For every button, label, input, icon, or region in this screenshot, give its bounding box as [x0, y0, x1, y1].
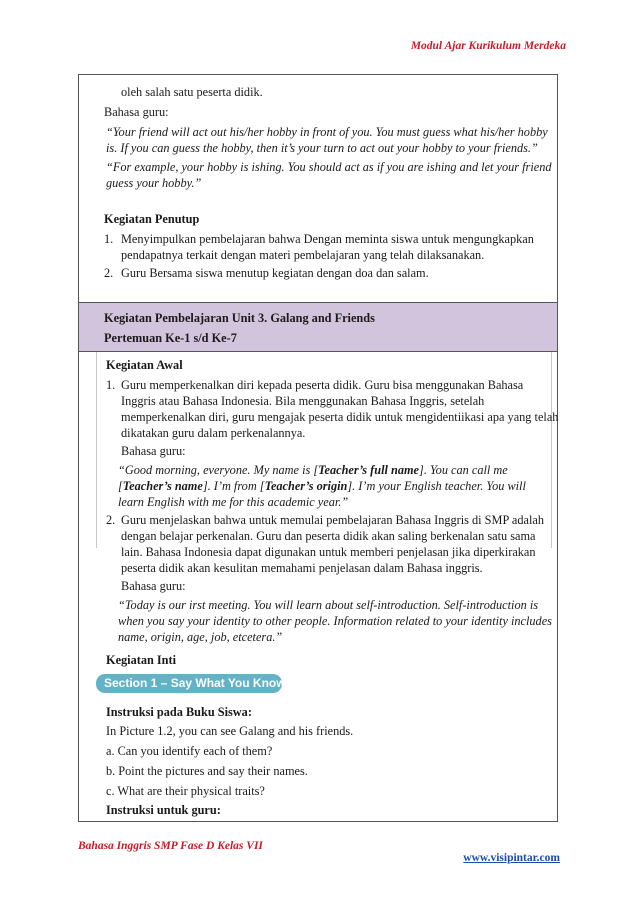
- bahasa-guru-label: Bahasa guru:: [104, 105, 169, 119]
- placeholder-full-name: Teacher’s full name: [318, 463, 420, 477]
- list-item-text: lain. Bahasa Indonesia dapat digunakan untuk memberi penjelasan jika diperkirakan: [121, 545, 536, 559]
- list-item-text: pendapatnya terkait dengan materi pembelajaran yang telah dilaksanakan.: [121, 248, 485, 262]
- quote-text: guess your hobby.”: [106, 176, 202, 190]
- quote-text: ]. I’m your English teacher. You will: [347, 479, 526, 493]
- faint-rule-left: [96, 352, 97, 548]
- quote-line: [106, 159, 552, 176]
- list-item-text: peserta didik akan kesulitan memahami penjelasan dalam Bahasa inggris.: [121, 561, 483, 575]
- quote-line: [118, 462, 508, 479]
- instruction-line: In Picture 1.2, you can see Galang and his friends.: [106, 724, 354, 738]
- section-heading-inti: Kegiatan Inti: [106, 653, 177, 667]
- instruction-line: c. What are their physical traits?: [106, 784, 265, 798]
- list-item-text: dengan belajar perkenalan. Guru dan peserta didik akan saling berkenalan satu sama: [121, 529, 536, 543]
- section-heading-awal: Kegiatan Awal: [106, 358, 183, 372]
- instruction-line: b. Point the pictures and say their names.: [106, 764, 308, 778]
- list-number: 1.: [104, 232, 114, 246]
- unit-title: Kegiatan Pembelajaran Unit 3. Galang and Friends: [104, 311, 375, 325]
- footer-book-title: Bahasa Inggris SMP Fase D Kelas VII: [78, 840, 263, 852]
- instruction-heading: Instruksi pada Buku Siswa:: [106, 705, 252, 719]
- quote-text: “For example, your hobby is ishing. You should act as if you are ishing and let your friend: [106, 160, 552, 174]
- section-1-badge: Section 1 – Say What You Know: [96, 674, 282, 693]
- quote-text: ]. I’m from [: [202, 479, 265, 493]
- quote-text: “Good morning, everyone. My name is [: [118, 463, 319, 477]
- quote-line: [106, 175, 201, 192]
- list-item-text: Guru menjelaskan bahwa untuk memulai pembelajaran Bahasa Inggris di SMP adalah: [121, 513, 544, 527]
- text-line: oleh salah satu peserta didik.: [121, 85, 263, 99]
- list-item-text: Guru Bersama siswa menutup kegiatan dengan doa dan salam.: [121, 266, 429, 280]
- footer-website-link[interactable]: www.visipintar.com: [463, 852, 560, 864]
- quote-line: when you say your identity to other people. Information related to your identity includes: [118, 614, 552, 628]
- placeholder-name: Teacher’s name: [122, 479, 203, 493]
- list-number: 2.: [106, 513, 116, 527]
- list-item-text: Inggris atau Bahasa Indonesia. Bila menggunakan Bahasa Inggris, setelah: [121, 394, 485, 408]
- quote-line: [118, 478, 526, 495]
- meeting-label: Pertemuan Ke-1 s/d Ke-7: [104, 331, 237, 345]
- quote-line: [106, 140, 538, 157]
- quote-line: learn English with me for this academic year.”: [118, 495, 349, 509]
- list-item-text: memperkenalkan diri, guru mengajak peserta didik untuk mengidentiikasi apa yang telah: [121, 410, 559, 424]
- list-item-text: Menyimpulkan pembelajaran bahwa Dengan meminta siswa untuk mengungkapkan: [121, 232, 534, 246]
- placeholder-origin: Teacher’s origin: [264, 479, 348, 493]
- list-number: 1.: [106, 378, 116, 392]
- quote-line: “Today is our irst meeting. You will learn about self-introduction. Self-introduction is: [118, 598, 539, 612]
- bahasa-guru-label: Bahasa guru:: [121, 444, 186, 458]
- section-heading-penutup: Kegiatan Penutup: [104, 212, 200, 226]
- quote-text: “Your friend will act out his/her hobby in front of you. You must guess what his/her hobby: [106, 125, 548, 139]
- quote-text: is. If you can guess the hobby, then it’s your turn to act out your hobby to your friends.”: [106, 141, 538, 155]
- list-number: 2.: [104, 266, 114, 280]
- quote-text: ]. You can call me: [419, 463, 508, 477]
- header-title: Modul Ajar Kurikulum Merdeka: [410, 40, 566, 52]
- quote-text: [: [118, 479, 123, 493]
- faint-rule-right: [551, 352, 552, 548]
- bahasa-guru-label: Bahasa guru:: [121, 579, 186, 593]
- quote-line: name, origin, age, job, etcetera.”: [118, 630, 283, 644]
- list-item-text: Guru memperkenalkan diri kepada peserta didik. Guru bisa menggunakan Bahasa: [121, 378, 524, 392]
- instruction-line: a. Can you identify each of them?: [106, 744, 273, 758]
- quote-line: [106, 124, 548, 141]
- teacher-instruction-heading: Instruksi untuk guru:: [106, 803, 221, 817]
- list-item-text: dikatakan guru dalam perkenalannya.: [121, 426, 306, 440]
